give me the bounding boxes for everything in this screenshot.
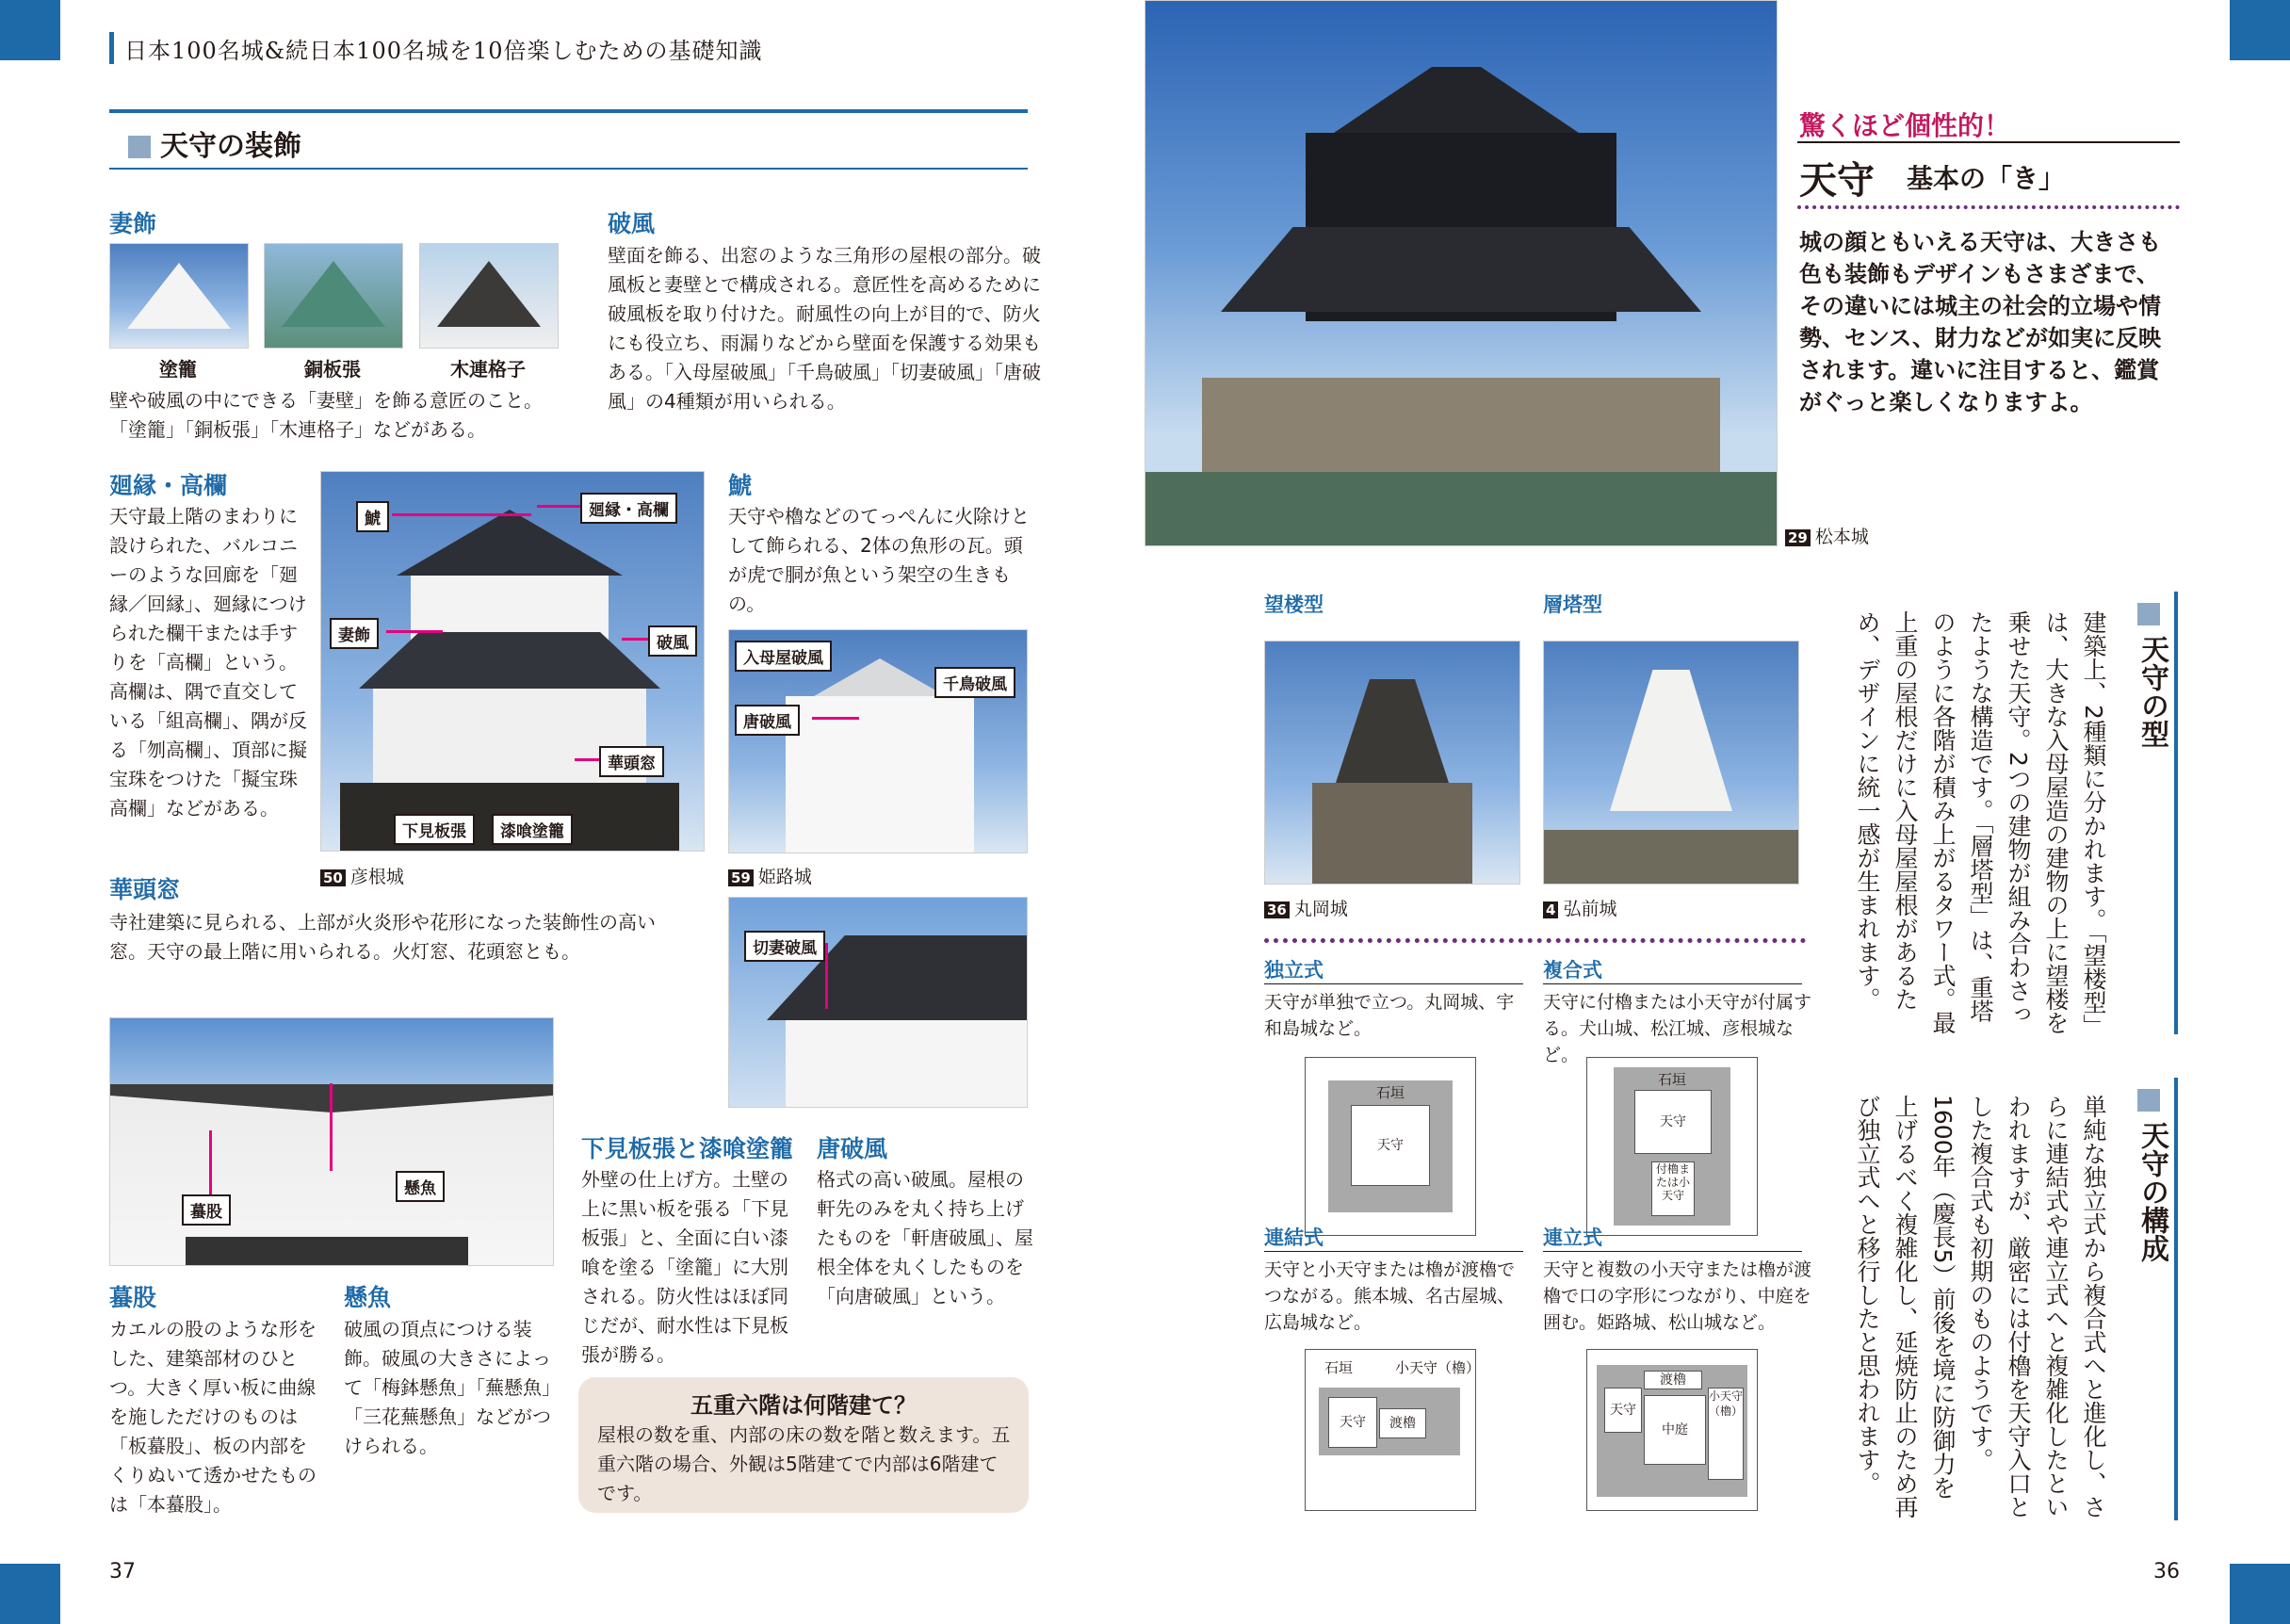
label-hafu: 破風 bbox=[648, 625, 697, 657]
ground bbox=[1544, 830, 1798, 884]
section-rule-top bbox=[109, 109, 1028, 113]
header-title: 日本100名城&続日本100名城を10倍楽しむための基礎知識 bbox=[124, 38, 763, 64]
photo-kirizuma bbox=[728, 897, 1028, 1108]
photo-matsumoto bbox=[1145, 0, 1778, 546]
gable-shape bbox=[437, 261, 541, 327]
label-kirizuma: 切妻破風 bbox=[744, 931, 825, 962]
diagram-tenshu: 天守 bbox=[1604, 1388, 1642, 1433]
pointer-line bbox=[622, 638, 648, 641]
term-shitami: 下見板張と漆喰塗籠 bbox=[581, 1135, 794, 1162]
note-body: 屋根の数を重、内部の床の数を階と数えます。五重六階の場合、外観は5階建てで内部は6階建てです。 bbox=[597, 1423, 1011, 1504]
style-rule bbox=[1264, 1251, 1523, 1252]
caption-kitsuregoshi: 木連格子 bbox=[450, 358, 526, 381]
term-kaerumata: 蟇股 bbox=[109, 1284, 157, 1311]
square-icon bbox=[2137, 603, 2160, 625]
term-mawari: 廻縁・高欄 bbox=[109, 472, 228, 499]
gable-shape bbox=[127, 263, 231, 329]
photo-doban bbox=[264, 243, 403, 349]
square-icon bbox=[128, 136, 151, 158]
desc-tsuma: 壁や破風の中にできる「妻壁」を飾る意匠のこと。「塗籠」「銅板張」「木連格子」などがある。 bbox=[109, 389, 543, 441]
page-number-right: 36 bbox=[2153, 1560, 2180, 1583]
kata-title: 天守の型 bbox=[2131, 603, 2172, 810]
diagram-watariyagura: 渡櫓 bbox=[1644, 1371, 1702, 1389]
pointer-line bbox=[812, 717, 859, 720]
castle-body bbox=[1336, 679, 1449, 783]
diagram-tenshu: 天守 bbox=[1328, 1397, 1377, 1448]
term-gegyo: 懸魚 bbox=[344, 1284, 392, 1311]
diagram-fukugo bbox=[1586, 1057, 1758, 1236]
diagram-label-ishigaki: 石垣 bbox=[1375, 1084, 1405, 1101]
intro-title-main: 天守 bbox=[1799, 159, 1875, 203]
term-hafu: 破風 bbox=[608, 210, 656, 237]
label-tsuma: 妻飾 bbox=[330, 618, 379, 649]
kosei-title: 天守の構成 bbox=[2131, 1089, 2172, 1334]
wall-window bbox=[186, 1237, 468, 1265]
desc-katomado: 寺社建築に見られる、上部が火炎形や花形になった装飾性の高い窓。天守の最上階に用いられる。火灯窓、花頭窓とも。 bbox=[109, 911, 656, 963]
desc-mawari: 天守最上階のまわりに設けられた、バルコニーのような回廊を「廻縁／回縁」、廻縁につけられた欄干または手すりを「高欄」という。高欄は、隅で直交している「組高欄」、隅が反る「刎高欄」、頂部に擬宝珠をつけた「擬宝珠高欄」などがある。 bbox=[109, 505, 307, 820]
style-rule bbox=[1543, 1251, 1802, 1252]
section-rule-bottom bbox=[109, 168, 1028, 170]
photo-maruoka bbox=[1264, 641, 1520, 885]
castle-roof bbox=[814, 658, 946, 696]
castle-number: 29 bbox=[1785, 529, 1811, 546]
header-accent-bar bbox=[109, 32, 114, 64]
style-desc-dokuritsu: 天守が単独で立つ。丸岡城、宇和島城など。 bbox=[1264, 992, 1515, 1039]
label-gegyo: 懸魚 bbox=[396, 1171, 445, 1202]
pointer-line bbox=[575, 758, 599, 761]
pointer-line bbox=[330, 1083, 333, 1171]
type-name-soto: 層塔型 bbox=[1543, 593, 1602, 616]
castle-roof bbox=[1221, 227, 1701, 312]
diagram-tenshu: 天守 bbox=[1351, 1105, 1430, 1186]
corner-block-bottom-right bbox=[2230, 1564, 2290, 1624]
pointer-line bbox=[386, 630, 443, 633]
style-desc-renketsu: 天守と小天守または櫓が渡櫓でつながる。熊本城、名古屋城、広島城など。 bbox=[1264, 1259, 1516, 1333]
style-rule bbox=[1264, 983, 1523, 984]
term-tsuma: 妻飾 bbox=[109, 210, 157, 237]
desc-gegyo: 破風の頂点につける装飾。破風の大きさによって「梅鉢懸魚」「蕪懸魚」「三花蕪懸魚」などがつけられる。 bbox=[344, 1318, 551, 1457]
note-box bbox=[578, 1377, 1029, 1513]
pointer-line bbox=[825, 943, 828, 1009]
pointer-line bbox=[537, 505, 580, 508]
label-shachi: 鯱 bbox=[356, 501, 389, 532]
desc-kaerumata: カエルの股のような形をした、建築部材のひとつ。大きく厚い板に曲線を施しただけのものは「板蟇股」、板の内部をくりぬいて透かせたものは「本蟇股」。 bbox=[109, 1318, 317, 1516]
intro-body: 城の顔ともいえる天守は、大きさも色も装飾もデザインもさまざまで、その違いには城主の社会的立場や情勢、センス、財力などが如実に反映されます。違いに注目すると、鑑賞がぐっと楽しくなりますよ。 bbox=[1799, 229, 2161, 415]
style-name-renritsu: 連立式 bbox=[1543, 1226, 1602, 1249]
style-rule bbox=[1543, 983, 1802, 984]
label-shikkui: 漆喰塗籠 bbox=[492, 814, 573, 845]
caption-nurigome: 塗籠 bbox=[159, 358, 197, 381]
style-name-fukugo: 複合式 bbox=[1543, 959, 1602, 982]
style-name-renketsu: 連結式 bbox=[1264, 1226, 1324, 1249]
label-katomado: 華頭窓 bbox=[599, 746, 664, 777]
diagram-tsukeyagura: 付櫓または小天守 bbox=[1651, 1161, 1695, 1216]
label-irimoya: 入母屋破風 bbox=[735, 641, 832, 672]
photo-caption-maruoka: 36 丸岡城 bbox=[1264, 895, 1348, 920]
pointer-line bbox=[392, 513, 531, 516]
term-karahafu: 唐破風 bbox=[817, 1135, 888, 1162]
photo-caption-himeji: 59 姫路城 bbox=[728, 863, 812, 888]
gable-shape bbox=[282, 261, 385, 327]
photo-nurigome bbox=[109, 243, 249, 349]
label-karahafu: 唐破風 bbox=[735, 705, 800, 736]
photo-hirosaki bbox=[1543, 641, 1799, 885]
diagram-renketsu bbox=[1305, 1349, 1481, 1511]
intro-kicker: 驚くほど個性的！ bbox=[1799, 110, 2011, 141]
kata-body: 建築上、2種類に分かれます。「望楼型」は、大きな入母屋造の建物の上に望楼を乗せた天守。2つの建物が組み合わさったような構造です。「層塔型」は、重塔のように各階が積み上がるタワー式。最上重の屋根だけに入母屋屋根があるため、デザインに統一感が生まれます。 bbox=[1854, 610, 2107, 1034]
corner-block-top-right bbox=[2230, 0, 2290, 60]
diagram-tenshu: 天守 bbox=[1634, 1090, 1712, 1154]
corner-block-bottom-left bbox=[0, 1564, 60, 1624]
label-kaerumata: 蟇股 bbox=[182, 1194, 231, 1226]
style-desc-renritsu: 天守と複数の小天守または櫓が渡櫓で口の字形につながり、中庭を囲む。姫路城、松山城など。 bbox=[1543, 1259, 1812, 1333]
page-number-left: 37 bbox=[109, 1560, 136, 1583]
intro-title-sub: 基本の「き」 bbox=[1907, 163, 2066, 194]
diagram-label-kotenshu: 小天守（櫓） bbox=[1395, 1359, 1481, 1376]
section-title: 天守の装飾 bbox=[128, 122, 301, 164]
desc-shachi: 天守や櫓などのてっぺんに火除けとして飾られる、2体の魚形の瓦。頭が虎で胴が魚という架空の生きもの。 bbox=[728, 505, 1030, 615]
intro-dotted-rule bbox=[1797, 205, 2180, 209]
castle-number: 36 bbox=[1264, 901, 1290, 918]
label-chidori: 千鳥破風 bbox=[934, 667, 1015, 698]
square-icon bbox=[2137, 1089, 2160, 1112]
diagram-nakaniwa: 中庭 bbox=[1644, 1395, 1706, 1465]
photo-kitsuregoshi bbox=[419, 243, 559, 349]
desc-karahafu: 格式の高い破風。屋根の軒先のみを丸く持ち上げたものを「軒唐破風」、屋根全体を丸くしたものを「向唐破風」という。 bbox=[817, 1168, 1033, 1307]
intro-rule bbox=[1797, 141, 2180, 143]
moat-water bbox=[1145, 472, 1777, 545]
castle-body bbox=[1610, 670, 1732, 811]
pointer-line bbox=[209, 1130, 212, 1194]
stone-base bbox=[1202, 378, 1720, 481]
caption-doban: 銅板張 bbox=[304, 358, 361, 381]
style-desc-fukugo: 天守に付櫓または小天守が付属する。犬山城、松江城、彦根城など。 bbox=[1543, 992, 1812, 1065]
stone-base bbox=[1312, 783, 1472, 884]
diagram-watariyagura: 渡櫓 bbox=[1379, 1408, 1426, 1438]
castle-number: 50 bbox=[320, 869, 346, 886]
castle-wall bbox=[786, 1020, 1027, 1107]
term-katomado: 華頭窓 bbox=[109, 876, 181, 903]
kosei-body: 単純な独立式から複合式へと進化し、さらに連結式や連立式へと複雑化したといわれますが、厳密には付櫓を天守入口とした複合式も初期のものようです。1600年（慶長5）前後を境に防御力を上げるべく複雑化し、延焼防止のため再び独立式へと移行したと思われます。 bbox=[1854, 1095, 2107, 1518]
type-name-boro: 望楼型 bbox=[1264, 593, 1324, 616]
label-shitami: 下見板張 bbox=[394, 814, 475, 845]
label-mawari: 廻縁・高欄 bbox=[580, 493, 677, 524]
types-dotted-rule bbox=[1264, 938, 1806, 943]
diagram-label-ishigaki: 石垣 bbox=[1657, 1071, 1686, 1088]
photo-caption-matsumoto: 29 松本城 bbox=[1785, 523, 1869, 548]
castle-roof bbox=[1334, 67, 1579, 133]
diagram-kotenshu: 小天守（櫓） bbox=[1708, 1388, 1744, 1480]
photo-caption-hikone: 50 彦根城 bbox=[320, 863, 404, 888]
castle-number: 4 bbox=[1543, 901, 1558, 918]
diagram-renritsu bbox=[1586, 1349, 1758, 1511]
kata-title-accent bbox=[2174, 592, 2178, 1034]
photo-caption-hirosaki: 4 弘前城 bbox=[1543, 895, 1616, 920]
style-name-dokuritsu: 独立式 bbox=[1264, 959, 1324, 982]
kosei-title-accent bbox=[2174, 1078, 2178, 1520]
diagram-dokuritsu bbox=[1305, 1057, 1476, 1236]
note-title: 五重六階は何階建て？ bbox=[690, 1392, 917, 1419]
castle-number: 59 bbox=[728, 869, 754, 886]
desc-hafu: 壁面を飾る、出窓のような三角形の屋根の部分。破風板と妻壁とで構成される。意匠性を高めるために破風板を取り付けた。耐風性の向上が目的で、防火にも役立ち、雨漏りなどから壁面を保護する効果もある。「入母屋破風」「千鳥破風」「切妻破風」「唐破風」の4種類が用いられる。 bbox=[608, 244, 1041, 413]
term-shachi: 鯱 bbox=[728, 472, 753, 499]
desc-shitami: 外壁の仕上げ方。土壁の上に黒い板を張る「下見板張」と、全面に白い漆喰を塗る「塗籠」に大別される。防火性はほぼ同じだが、耐水性は下見板張が勝る。 bbox=[581, 1168, 788, 1366]
corner-block-top-left bbox=[0, 0, 60, 60]
castle-roof bbox=[359, 632, 660, 689]
diagram-label-ishigaki: 石垣 bbox=[1324, 1359, 1354, 1376]
